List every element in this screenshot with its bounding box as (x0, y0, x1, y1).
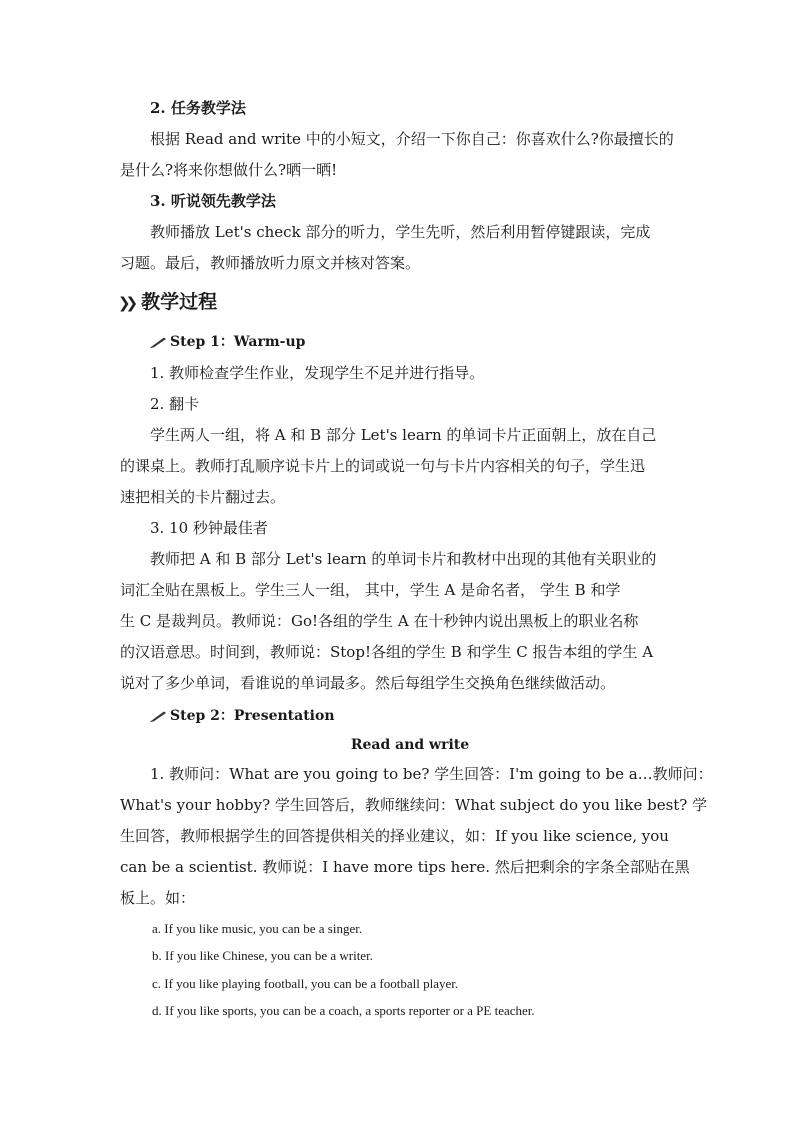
step-1-item-2-text-line-3: 速把相关的卡片翻过去。 (120, 488, 286, 506)
option-c: c. If you like playing football, you can be a football player. (152, 976, 459, 991)
listening-method-text-line-1: 教师播放 Let's check 部分的听力，学生先听，然后利用暂停键跟读，完成 (150, 223, 651, 241)
step-1-item-2-text-line-2: 的课桌上。教师打乱顺序说卡片上的词或说一句与卡片内容相关的句子，学生迅 (120, 457, 646, 475)
step-1-item-3-heading: 3. 10 秒钟最佳者 (150, 519, 268, 537)
option-d: d. If you like sports, you can be a coach, a sports reporter or a PE teacher. (152, 1003, 535, 1018)
step-1-item-3-text-line-4: 的汉语意思。时间到，教师说：Stop!各组的学生 B 和学生 C 报告本组的学生 A (120, 643, 654, 661)
step-1-item-1: 1. 教师检查学生作业，发现学生不足并进行指导。 (150, 364, 485, 382)
step-1-heading (150, 332, 305, 352)
step-1-item-2-heading: 2. 翻卡 (150, 395, 200, 413)
step-1-item-3-text-line-2: 词汇全贴在黑板上。学生三人一组， 其中，学生 A 是命名者， 学生 B 和学 (120, 581, 621, 599)
pen-icon (150, 710, 167, 722)
task-method-heading: 2. 任务教学法 (150, 99, 246, 117)
task-method-text-line-1: 根据 Read and write 中的小短文，介绍一下你自己：你喜欢什么?你最擅长的 (150, 130, 674, 148)
step-2-paragraph-line-3: 生回答，教师根据学生的回答提供相关的择业建议，如：If you like science, you (120, 827, 669, 845)
option-a: a. If you like music, you can be a singer. (152, 921, 363, 936)
read-and-write-subtitle: Read and write (350, 737, 470, 753)
step-1-item-3-text-line-3: 生 C 是裁判员。教师说：Go!各组的学生 A 在十秒钟内说出黑板上的职业名称 (120, 612, 639, 630)
step-1-item-3-text-line-1: 教师把 A 和 B 部分 Let's learn 的单词卡片和教材中出现的其他有关职业的 (150, 550, 657, 568)
step-2-title: Step 2：Presentation (170, 708, 335, 724)
step-1-item-3-text-line-5: 说对了多少单词，看谁说的单词最多。然后每组学生交换角色继续做活动。 (120, 674, 616, 692)
pen-icon (150, 336, 167, 348)
step-2-paragraph-line-2: What's your hobby? 学生回答后，教师继续问：What subject do you like best? 学 (120, 796, 708, 814)
step-2-paragraph-line-5: 板上。如： (120, 889, 196, 907)
step-2-paragraph-line-1: 1. 教师问：What are you going to be? 学生回答：I'm going to be a…教师问： (150, 765, 713, 783)
listening-method-heading: 3. 听说领先教学法 (150, 192, 276, 210)
double-chevron-icon: ❯❯ (118, 294, 134, 312)
section-title: 教学过程 (141, 291, 218, 313)
step-1-item-2-text-line-1: 学生两人一组，将 A 和 B 部分 Let's learn 的单词卡片正面朝上，放在自己 (150, 426, 657, 444)
step-2-heading (150, 706, 335, 726)
step-1-title: Step 1：Warm-up (170, 334, 306, 350)
section-heading (118, 289, 217, 316)
step-2-paragraph-line-4: can be a scientist. 教师说：I have more tips here. 然后把剩余的字条全部贴在黑 (120, 858, 690, 876)
listening-method-text-line-2: 习题。最后，教师播放听力原文并核对答案。 (120, 254, 421, 272)
task-method-text-line-2: 是什么?将来你想做什么?晒一晒! (120, 161, 338, 179)
option-b: b. If you like Chinese, you can be a writer. (152, 948, 373, 963)
